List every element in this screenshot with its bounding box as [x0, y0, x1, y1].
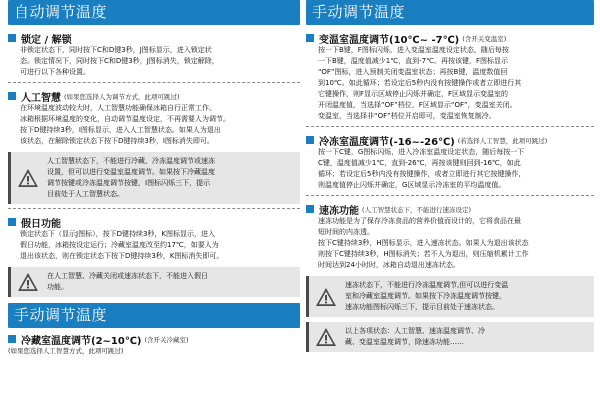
variable-line: 开闭温度值，当选择“OF”档位，F区域显示“OF”，变温室关闭。: [318, 101, 517, 109]
smart-line: 该状态，在解除锁定状态下按下D键持续3秒，I图标消失即可。: [20, 137, 214, 145]
freezer-line: C键，温度值减少1℃，直到-26℃，再按该键则回到-16℃，如此: [318, 159, 521, 167]
holiday-title: 假日功能: [21, 218, 61, 230]
smart-line: 按下D键持续3秒，I图标显示，进入人工智慧状态。如果人为退出: [20, 126, 221, 134]
holiday-line: 锁定状态下（显示J图标），按下D键持续3秒，K图标显示，进入: [20, 230, 215, 238]
variable-line: 变温室，当选择非“OF”档位开启即可，变温室恢复制冷。: [318, 112, 496, 120]
variable-title: 变温室温度调节(10℃~ -7℃): [319, 34, 460, 46]
warning-triangle-icon: [315, 327, 337, 347]
fridge-section-title: [8, 332, 300, 346]
summary-warn-line: 以上各项状态：人工智慧、速冻温度调节、冷: [345, 327, 485, 335]
smart-warn-line: 调节按键或冷冻温度调节按键，I图标闪烁三下，提示: [47, 179, 211, 187]
auto-temp-banner: 自动调节温度: [8, 0, 300, 25]
freezer-text: [306, 147, 594, 191]
divider: [306, 195, 594, 196]
smart-line: 在环境温度波动较大时，人工智慧功能确保冰箱自行正常工作。: [20, 104, 216, 112]
smart-note: (如果您选择人为调节方式，此项可跳过): [64, 92, 180, 101]
fridge-subnote: (如果您选择人工智慧方式，此项可跳过): [8, 347, 124, 355]
quick-line: 则按下C键持续3秒，H图标消失；若不人为退出，则压缩机累计工作: [318, 250, 529, 258]
variable-line: “OF”图标，进入预制关闭变温室状态；再按B键，温度数值回: [318, 68, 508, 76]
right-column: [306, 0, 594, 400]
quick-warn-line: 速冻状态下，不能进行冷冻温度调节,但可以进行变温: [345, 281, 509, 289]
variable-section-title: [306, 31, 594, 45]
quick-warn-line: 室和冷藏室温度调节。如果按下冷冻温度调节按键，: [345, 292, 506, 300]
smart-warn-line: 目前处于人工智慧状态。: [47, 190, 124, 198]
quick-line: 按下C键持续3秒，H图标显示，进入速冻状态。如果人为退出该状态: [318, 239, 529, 247]
square-bullet-icon: [306, 205, 314, 213]
divider: [8, 82, 300, 83]
holiday-section-title: [8, 215, 300, 229]
smart-title: 人工智慧: [21, 92, 61, 104]
smart-line: 冰箱根据环境温度的变化，自动调节温度设定，不再需要人为调节。: [20, 115, 230, 123]
freezer-line: 则温度值停止闪烁并确定，G区域显示冷冻室的平均温度值。: [318, 181, 506, 189]
freezer-title: 冷冻室温度调节(-16~-26℃): [319, 136, 455, 148]
variable-text: [306, 45, 594, 122]
quick-freeze-section-title: [306, 202, 594, 216]
lock-section-title: [8, 31, 300, 45]
variable-note: (含开关变温室): [462, 34, 507, 43]
summary-warning-box: [306, 322, 594, 352]
square-bullet-icon: [306, 34, 314, 42]
quick-line: 短时间的内冻透。: [318, 228, 374, 236]
warning-triangle-icon: [17, 168, 39, 188]
manual-temp-banner-right: 手动调节温度: [306, 0, 594, 25]
summary-warn-line: 藏、变温室温度调节，除速冻功能……: [345, 338, 464, 346]
left-column: [8, 0, 300, 400]
quick-line: 时间达到24小时时，冰箱自动退出速冻状态。: [318, 261, 460, 269]
divider: [306, 126, 594, 127]
variable-line: 它键操作，则F显示区域停止闪烁并确定，F区域显示变温室的: [318, 90, 509, 98]
fridge-title: 冷藏室温度调节(2~10℃): [21, 335, 142, 347]
smart-warn-line: 人工智慧状态下，不能进行冷藏、冷冻温度调节或速冻: [47, 157, 215, 165]
warning-triangle-icon: [315, 287, 337, 307]
variable-line: 一下B键，温度值减少1℃，直到-7℃。再按该键，F图标显示: [318, 57, 508, 65]
holiday-warning-box: [8, 267, 300, 297]
freezer-line: 循环；若设定后5秒内没有按键操作，或者立即进行其它按键操作，: [318, 170, 526, 178]
quick-freeze-note: (人工智慧状态下，不能进行速冻设定): [362, 205, 472, 214]
freezer-line: 按一下C键，G图标闪烁，进入冷冻室温度设定状态，随后每按一下: [318, 148, 525, 156]
quick-warning-box: [306, 276, 594, 317]
divider: [8, 208, 300, 209]
quick-warn-line: 速冻功能图标闪烁三下，提示目前处于速冻状态。: [345, 303, 499, 311]
lock-title: 锁定 / 解锁: [21, 34, 72, 46]
square-bullet-icon: [8, 335, 16, 343]
lock-text: [8, 45, 300, 78]
square-bullet-icon: [8, 92, 16, 100]
quick-freeze-title: 速冻功能: [319, 205, 359, 217]
holiday-line: 假日功能，冰箱按设定运行；冷藏室温度改至约17℃，如要人为: [20, 241, 219, 249]
variable-line: 到10℃。如此循环；若设定后5秒内没有按键操作或者立即进行其: [318, 79, 522, 87]
freezer-note: (若选择人工智慧，此项可跳过): [457, 136, 548, 145]
smart-section-title: [8, 89, 300, 103]
holiday-warn-line: 在人工智慧、冷藏关闭或速冻状态下，不能进入假日: [47, 272, 208, 280]
freezer-section-title: [306, 133, 594, 147]
square-bullet-icon: [8, 218, 16, 226]
smart-warn-line: 设置，但可以进行变温室温度调节。如果按下冷藏温度: [47, 168, 215, 176]
smart-text: [8, 103, 300, 147]
quick-freeze-text: [306, 216, 594, 271]
square-bullet-icon: [306, 136, 314, 144]
holiday-text: [8, 229, 300, 262]
variable-line: 按一下B键，F图标闪烁，进入变温室温度设定状态，随后每按: [318, 46, 509, 54]
lock-line: 非锁定状态下，同时按下C和D键3秒，J图标显示，进入锁定状: [20, 46, 212, 54]
quick-line: 速冻功能是为了保存冷冻食品的营养价值而设计的，它将食品在最: [318, 217, 521, 225]
smart-warning-box: [8, 152, 300, 204]
square-bullet-icon: [8, 34, 16, 42]
holiday-warn-line: 功能。: [47, 283, 68, 291]
lock-line: 可进行以下各种设置。: [20, 68, 90, 76]
fridge-note: (含开关冷藏室): [144, 335, 189, 344]
warning-triangle-icon: [17, 272, 39, 292]
holiday-line: 退出该状态，则在锁定状态下按下D键持续3秒，K图标消失即可。: [20, 252, 224, 260]
manual-temp-banner: 手动调节温度: [8, 303, 300, 328]
lock-line: 态。锁定情况下，同时按下C和D键3秒，J图标消失，锁定解除，: [20, 57, 219, 65]
